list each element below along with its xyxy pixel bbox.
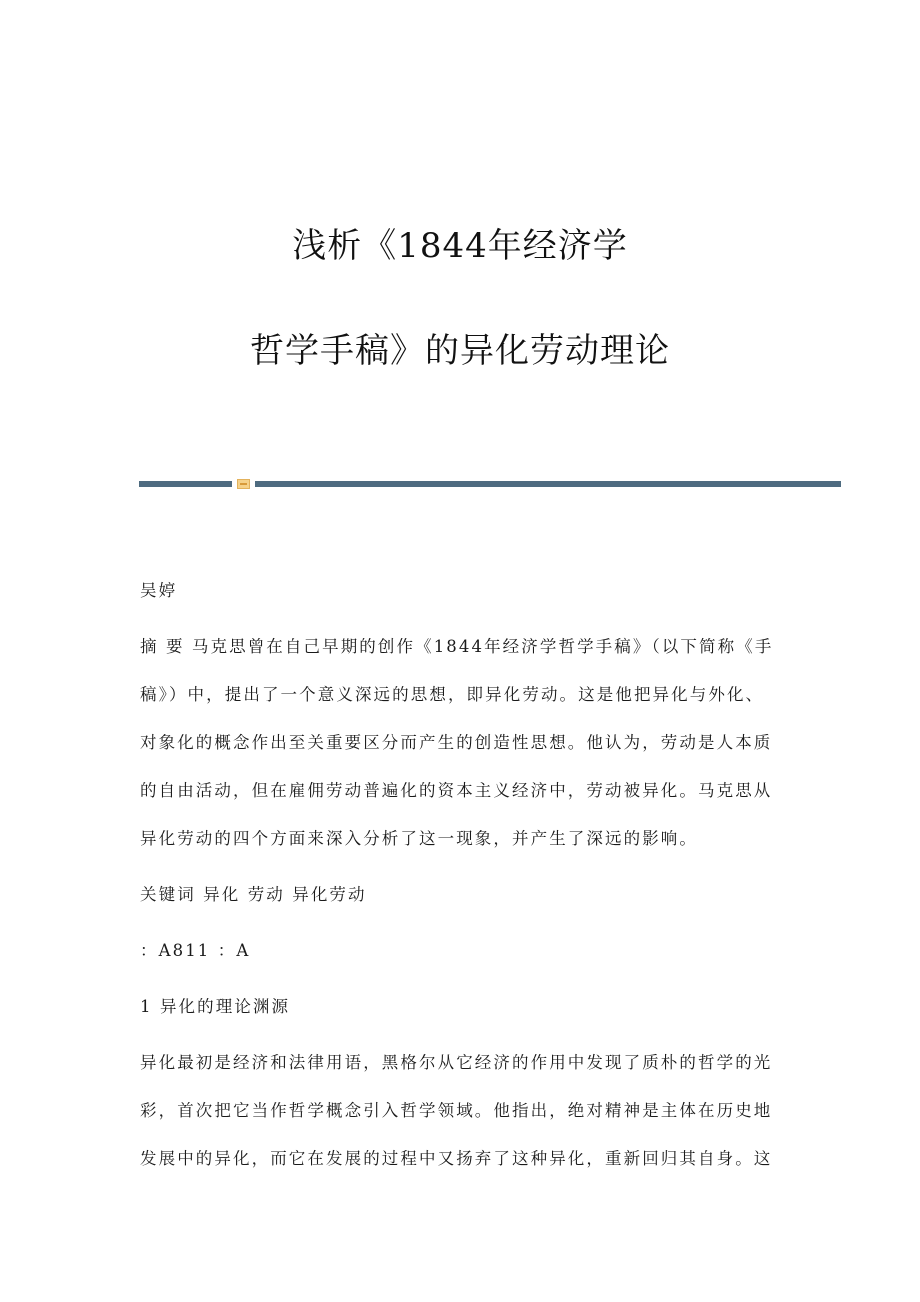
body-line: 彩，首次把它当作哲学概念引入哲学领域。他指出，绝对精神是主体在历史地 <box>140 1101 773 1120</box>
title-divider <box>139 479 841 489</box>
divider-bar-left <box>139 481 232 487</box>
abstract-line: 稿》）中，提出了一个意义深远的思想，即异化劳动。这是他把异化与外化、 <box>140 685 765 704</box>
abstract-line: 的自由活动，但在雇佣劳动普遍化的资本主义经济中，劳动被异化。马克思从 <box>140 781 773 800</box>
abstract-line: 异化劳动的四个方面来深入分析了这一现象，并产生了深远的影响。 <box>140 829 698 848</box>
page-title-line-1: 浅析《1844年经济学 <box>292 226 628 266</box>
author-name: 吴婷 <box>140 581 178 600</box>
body-line: 发展中的异化，而它在发展的过程中又扬弃了这种异化，重新回归其自身。这 <box>140 1149 773 1168</box>
divider-marker-icon <box>237 479 250 489</box>
page-title-line-2: 哲学手稿》的异化劳动理论 <box>250 331 670 371</box>
section-heading: 1 异化的理论渊源 <box>140 997 291 1016</box>
divider-bar-right <box>255 481 841 487</box>
abstract-line: 摘 要 马克思曾在自己早期的创作《1844年经济学哲学手稿》（以下简称《手 <box>140 637 774 656</box>
keywords: 关键词 异化 劳动 异化劳动 <box>140 885 367 904</box>
abstract-line: 对象化的概念作出至关重要区分而产生的创造性思想。他认为，劳动是人本质 <box>140 733 773 752</box>
classification-codes: ：A811 ：A <box>140 941 251 960</box>
body-line: 异化最初是经济和法律用语，黑格尔从它经济的作用中发现了质朴的哲学的光 <box>140 1053 773 1072</box>
